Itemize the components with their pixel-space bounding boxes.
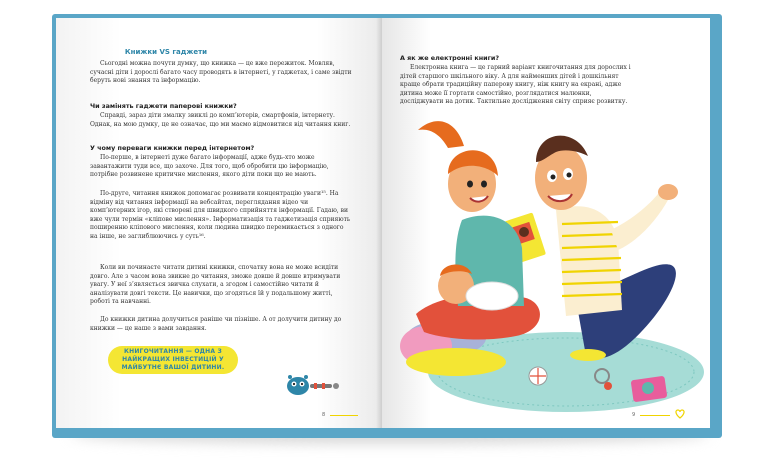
paragraph-second: По-друге, читання книжок допомагає розвивати концентрацію уваги¹⁵. На відміну від читання інформації на вебсайтах, переглядання відео чи комп’ютерних ігор, які створені для швидкого сприйняття інформації. Гадаю, ви вже чули термін «кліпове мислення». Інформатизація та гаджетизація сприяють поширенню кліпового мислення, коли людина швидко перемикається з одного на інше, не заглиблюючись у суть¹⁶.: [90, 190, 351, 240]
page-number-right: 9: [632, 412, 636, 418]
man-hand: [658, 184, 678, 200]
yellow-pillow: [406, 348, 506, 376]
paragraph-fourth: До книжки дитина долучиться раніше чи пізніше. А от долучити дитину до книжки — це наше з вами завдання.: [90, 316, 342, 332]
question-1-heading: Чи замінять гаджети паперові книжки?: [90, 102, 237, 110]
paragraph-third: Коли ви починаєте читати дитині книжки, спочатку вона не може всидіти довго. Але з часом вона звикне до читання, зможе довше й довше втримувати увагу. У неї з’являється звичка слухати, а згодом і самостійно читати й аналізувати довгі тексти. Це навички, що згодяться їй у подальшому житті, роботі та навчанні.: [90, 264, 341, 306]
intro-paragraph: Сьогодні можна почути думку, що книжка — це вже пережиток. Мовляв, сучасні діти і дорослі багато часу проводять в інтернеті, у гаджетах, і саме звідти беруть нові знання та інформацію.: [90, 60, 352, 85]
robot-toy-icon: [284, 372, 344, 396]
highlight-callout: КНИГОЧИТАННЯ — ОДНА З НАЙКРАЩИХ ІНВЕСТИЦІЙ У МАЙБУТНЄ ВАШОЇ ДИТИНИ.: [108, 346, 238, 374]
page-number-left: 8: [322, 412, 326, 418]
woman-ponytail: [418, 121, 464, 148]
answer-1-paragraph: Справді, зараз діти змалку звиклі до комп’ютерів, смартфонів, інтернету. Однак, на мою думку, це не означає, що ми маємо відмовитися від читання книг.: [90, 112, 351, 128]
family-reading-illustration: [396, 100, 706, 420]
question-2-heading: У чому переваги книжки перед інтернетом?: [90, 144, 255, 152]
left-page: [56, 18, 382, 428]
ebook-answer-paragraph: Електронна книга — це гарний варіант книгочитання для дорослих і дітей старшого шкільного віку. А для найменших дітей і дошкільнят краще обрати традиційну паперову книгу, ніж книгу на екрані, адже дитина може її гортати самостійно, розглядатися малюнки, досліджувати на дотик. Тактильне дослідження світу сприяє розвитку.: [400, 64, 631, 106]
page-number-rule-left: [330, 415, 358, 416]
chapter-title: Книжки VS гаджети: [124, 48, 208, 56]
paragraph-first: По-перше, в інтернеті дуже багато інформації, адже будь-хто може завантажити туди все, що захоче. Для того, щоб обробити цю інформацію, потрібне розвинене критичне мислення, якого діти поки що не мають.: [90, 154, 329, 179]
ebook-question-heading: А як же електронні книги?: [400, 54, 500, 62]
